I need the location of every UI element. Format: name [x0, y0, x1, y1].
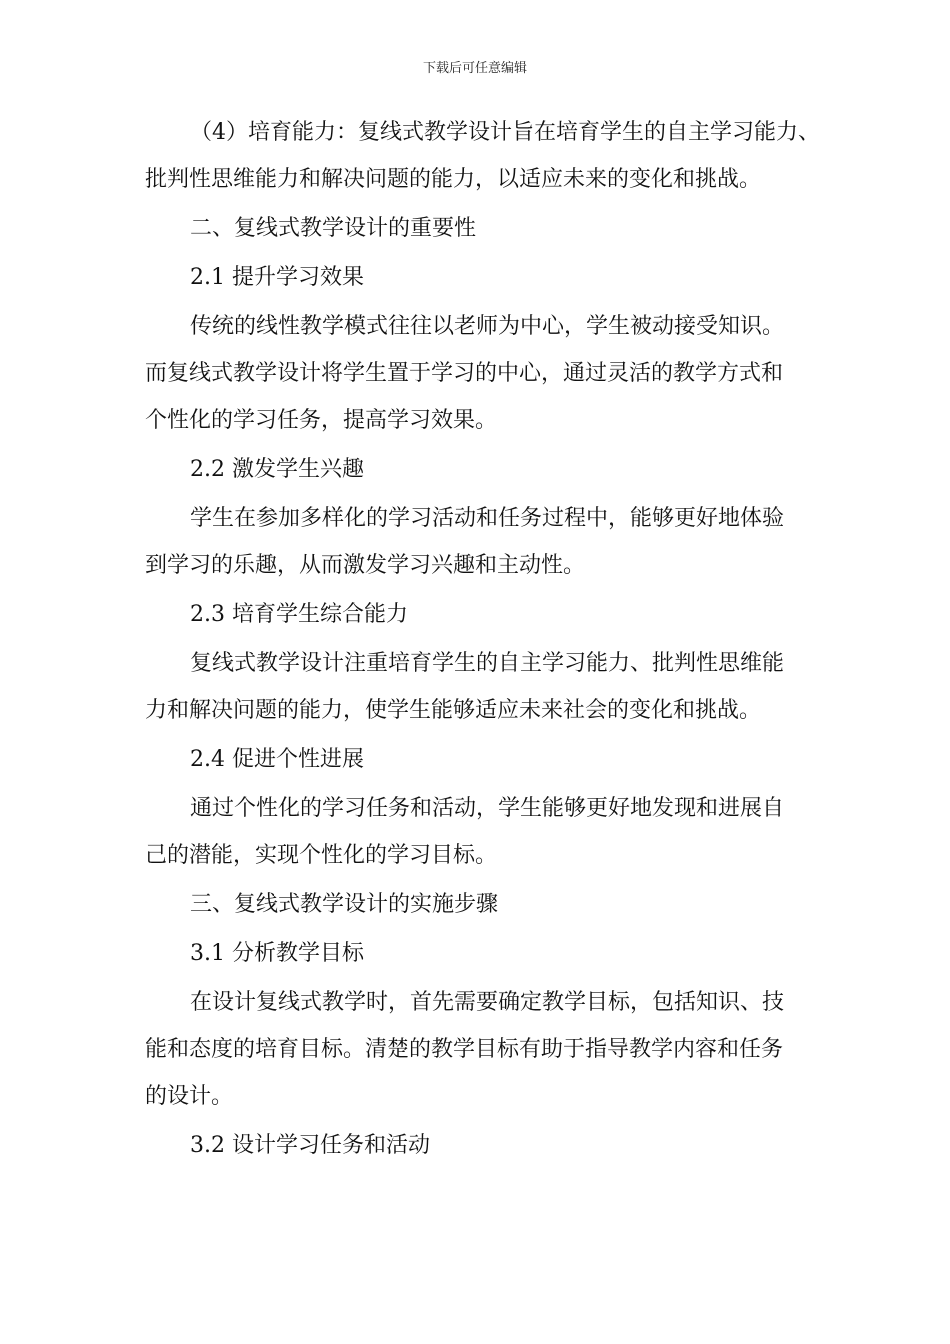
- paragraph-2-1-line-3: 个性化的学习任务，提高学习效果。: [145, 408, 498, 433]
- subheading-3-1: 3.1 分析教学目标: [190, 941, 364, 966]
- paragraph-2-2-line-1: 学生在参加多样化的学习活动和任务过程中，能够更好地体验: [190, 506, 785, 531]
- subheading-2-3: 2.3 培育学生综合能力: [190, 602, 408, 627]
- paragraph-ability-line-1: （4）培育能力：复线式教学设计旨在培育学生的自主学习能力、: [190, 120, 820, 145]
- paragraph-2-4-line-2: 己的潜能，实现个性化的学习目标。: [145, 843, 498, 868]
- subheading-2-1: 2.1 提升学习效果: [190, 265, 364, 290]
- subheading-2-4: 2.4 促进个性进展: [190, 747, 364, 772]
- paragraph-2-1-line-2: 而复线式教学设计将学生置于学习的中心，通过灵活的教学方式和: [145, 361, 784, 386]
- page-header: 下载后可任意编辑: [422, 61, 527, 76]
- paragraph-2-3-line-2: 力和解决问题的能力，使学生能够适应未来社会的变化和挑战。: [145, 698, 762, 723]
- section-heading-importance: 二、复线式教学设计的重要性: [190, 216, 477, 241]
- paragraph-2-3-line-1: 复线式教学设计注重培育学生的自主学习能力、批判性思维能: [190, 651, 785, 676]
- subheading-3-2: 3.2 设计学习任务和活动: [190, 1133, 430, 1158]
- paragraph-3-1-line-3: 的设计。: [145, 1084, 234, 1109]
- paragraph-2-4-line-1: 通过个性化的学习任务和活动，学生能够更好地发现和进展自: [190, 796, 785, 821]
- paragraph-2-2-line-2: 到学习的乐趣，从而激发学习兴趣和主动性。: [145, 553, 586, 578]
- document-body: [145, 115, 820, 1160]
- paragraph-3-1-line-1: 在设计复线式教学时，首先需要确定教学目标，包括知识、技: [190, 990, 785, 1015]
- paragraph-ability-line-2: 批判性思维能力和解决问题的能力，以适应未来的变化和挑战。: [145, 167, 762, 192]
- subheading-2-2: 2.2 激发学生兴趣: [190, 457, 364, 482]
- paragraph-2-1-line-1: 传统的线性教学模式往往以老师为中心，学生被动接受知识。: [190, 314, 785, 339]
- section-heading-implementation: 三、复线式教学设计的实施步骤: [190, 892, 499, 917]
- paragraph-3-1-line-2: 能和态度的培育目标。清楚的教学目标有助于指导教学内容和任务: [145, 1037, 784, 1062]
